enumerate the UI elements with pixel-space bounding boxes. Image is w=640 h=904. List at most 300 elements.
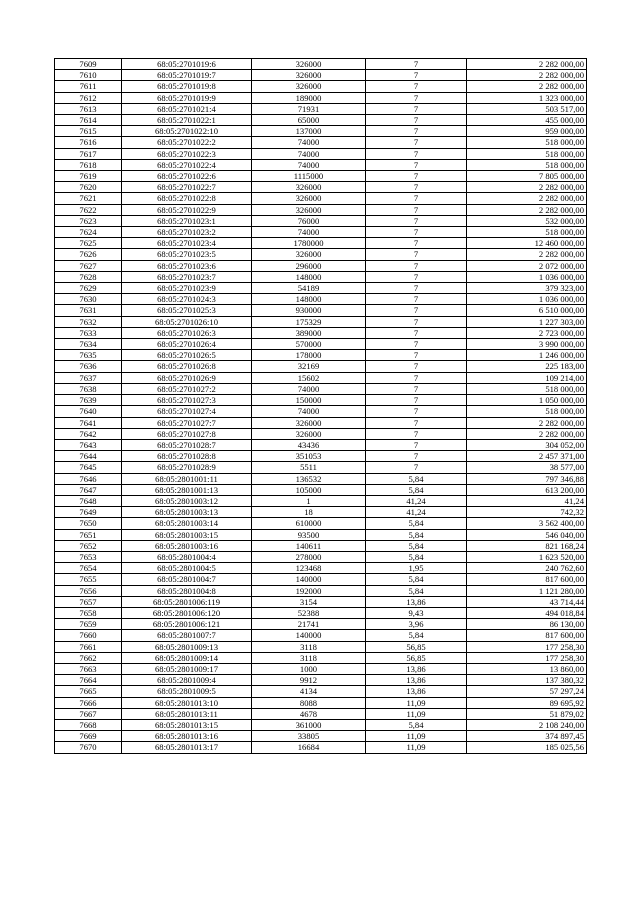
rate-cell: 7 [366, 126, 467, 137]
area-cell: 1115000 [252, 171, 366, 182]
cadastral-number-cell: 68:05:2701019:9 [122, 92, 252, 103]
rate-cell: 5,84 [366, 518, 467, 529]
row-number-cell: 7611 [55, 81, 122, 92]
row-number-cell: 7610 [55, 70, 122, 81]
cadastral-number-cell: 68:05:2801003:12 [122, 495, 252, 506]
table-row [55, 171, 587, 182]
rate-cell: 7 [366, 271, 467, 282]
area-cell: 930000 [252, 305, 366, 316]
value-cell: 89 695,92 [467, 697, 587, 708]
rate-cell: 7 [366, 182, 467, 193]
table-row [55, 708, 587, 719]
row-number-cell: 7661 [55, 641, 122, 652]
value-cell: 41,24 [467, 495, 587, 506]
rate-cell: 7 [366, 103, 467, 114]
area-cell: 74000 [252, 383, 366, 394]
value-cell: 959 000,00 [467, 126, 587, 137]
cadastral-number-cell: 68:05:2701023:5 [122, 249, 252, 260]
area-cell: 326000 [252, 204, 366, 215]
table-row [55, 103, 587, 114]
rate-cell: 7 [366, 115, 467, 126]
cadastral-number-cell: 68:05:2801001:13 [122, 484, 252, 495]
row-number-cell: 7616 [55, 137, 122, 148]
value-cell: 1 227 303,00 [467, 316, 587, 327]
row-number-cell: 7612 [55, 92, 122, 103]
rate-cell: 7 [366, 462, 467, 473]
table-row [55, 439, 587, 450]
row-number-cell: 7663 [55, 663, 122, 674]
cadastral-number-cell: 68:05:2701022:7 [122, 182, 252, 193]
table-row [55, 473, 587, 484]
cadastral-number-cell: 68:05:2701028:8 [122, 451, 252, 462]
table-row [55, 495, 587, 506]
value-cell: 3 990 000,00 [467, 339, 587, 350]
value-cell: 817 600,00 [467, 630, 587, 641]
value-cell: 38 577,00 [467, 462, 587, 473]
table-row [55, 428, 587, 439]
cadastral-number-cell: 68:05:2701022:6 [122, 171, 252, 182]
table-row [55, 383, 587, 394]
cadastral-number-cell: 68:05:2701022:10 [122, 126, 252, 137]
rate-cell: 7 [366, 305, 467, 316]
rate-cell: 7 [366, 159, 467, 170]
row-number-cell: 7621 [55, 193, 122, 204]
table-row [55, 148, 587, 159]
cadastral-number-cell: 68:05:2801004:4 [122, 551, 252, 562]
rate-cell: 7 [366, 92, 467, 103]
row-number-cell: 7636 [55, 361, 122, 372]
row-number-cell: 7644 [55, 451, 122, 462]
row-number-cell: 7658 [55, 607, 122, 618]
table-row [55, 283, 587, 294]
rate-cell: 7 [366, 406, 467, 417]
area-cell: 326000 [252, 182, 366, 193]
table-row [55, 675, 587, 686]
document-page [54, 58, 586, 754]
row-number-cell: 7643 [55, 439, 122, 450]
value-cell: 86 130,00 [467, 619, 587, 630]
rate-cell: 3,96 [366, 619, 467, 630]
row-number-cell: 7609 [55, 59, 122, 70]
row-number-cell: 7615 [55, 126, 122, 137]
cadastral-number-cell: 68:05:2701026:9 [122, 372, 252, 383]
area-cell: 189000 [252, 92, 366, 103]
cadastral-number-cell: 68:05:2801009:14 [122, 652, 252, 663]
table-row [55, 663, 587, 674]
value-cell: 7 805 000,00 [467, 171, 587, 182]
rate-cell: 5,84 [366, 484, 467, 495]
cadastral-number-cell: 68:05:2701023:7 [122, 271, 252, 282]
area-cell: 326000 [252, 417, 366, 428]
row-number-cell: 7668 [55, 719, 122, 730]
table-row [55, 305, 587, 316]
rate-cell: 7 [366, 227, 467, 238]
table-row [55, 227, 587, 238]
rate-cell: 7 [366, 137, 467, 148]
rate-cell: 1,95 [366, 563, 467, 574]
table-row [55, 417, 587, 428]
table-row [55, 652, 587, 663]
rate-cell: 7 [366, 294, 467, 305]
table-row [55, 406, 587, 417]
rate-cell: 7 [366, 148, 467, 159]
row-number-cell: 7657 [55, 596, 122, 607]
area-cell: 16684 [252, 742, 366, 753]
cadastral-value-table [54, 58, 587, 754]
area-cell: 71931 [252, 103, 366, 114]
table-row [55, 361, 587, 372]
value-cell: 137 380,32 [467, 675, 587, 686]
area-cell: 76000 [252, 215, 366, 226]
area-cell: 123468 [252, 563, 366, 574]
table-row [55, 260, 587, 271]
area-cell: 3154 [252, 596, 366, 607]
value-cell: 518 000,00 [467, 137, 587, 148]
cadastral-number-cell: 68:05:2701019:8 [122, 81, 252, 92]
table-row [55, 215, 587, 226]
rate-cell: 7 [366, 451, 467, 462]
table-row [55, 81, 587, 92]
row-number-cell: 7655 [55, 574, 122, 585]
cadastral-number-cell: 68:05:2801004:7 [122, 574, 252, 585]
area-cell: 326000 [252, 249, 366, 260]
cadastral-number-cell: 68:05:2801009:5 [122, 686, 252, 697]
cadastral-number-cell: 68:05:2701025:3 [122, 305, 252, 316]
cadastral-number-cell: 68:05:2801003:13 [122, 507, 252, 518]
area-cell: 296000 [252, 260, 366, 271]
cadastral-number-cell: 68:05:2701026:4 [122, 339, 252, 350]
area-cell: 74000 [252, 148, 366, 159]
value-cell: 518 000,00 [467, 227, 587, 238]
value-cell: 2 072 000,00 [467, 260, 587, 271]
area-cell: 178000 [252, 350, 366, 361]
table-row [55, 551, 587, 562]
value-cell: 374 897,45 [467, 731, 587, 742]
row-number-cell: 7629 [55, 283, 122, 294]
area-cell: 140611 [252, 540, 366, 551]
cadastral-number-cell: 68:05:2801009:13 [122, 641, 252, 652]
value-cell: 1 246 000,00 [467, 350, 587, 361]
cadastral-number-cell: 68:05:2801001:11 [122, 473, 252, 484]
table-row [55, 719, 587, 730]
value-cell: 2 282 000,00 [467, 249, 587, 260]
area-cell: 326000 [252, 81, 366, 92]
table-row [55, 271, 587, 282]
value-cell: 546 040,00 [467, 529, 587, 540]
table-row [55, 529, 587, 540]
cadastral-number-cell: 68:05:2801003:15 [122, 529, 252, 540]
row-number-cell: 7628 [55, 271, 122, 282]
area-cell: 326000 [252, 59, 366, 70]
table-row [55, 507, 587, 518]
cadastral-number-cell: 68:05:2701022:4 [122, 159, 252, 170]
rate-cell: 5,84 [366, 473, 467, 484]
value-cell: 1 121 280,00 [467, 585, 587, 596]
table-row [55, 115, 587, 126]
row-number-cell: 7630 [55, 294, 122, 305]
row-number-cell: 7614 [55, 115, 122, 126]
rate-cell: 7 [366, 215, 467, 226]
value-cell: 2 457 371,00 [467, 451, 587, 462]
table-body [55, 59, 587, 754]
row-number-cell: 7641 [55, 417, 122, 428]
value-cell: 742,32 [467, 507, 587, 518]
area-cell: 326000 [252, 70, 366, 81]
rate-cell: 7 [366, 249, 467, 260]
cadastral-number-cell: 68:05:2701027:8 [122, 428, 252, 439]
area-cell: 140000 [252, 574, 366, 585]
rate-cell: 7 [366, 193, 467, 204]
table-row [55, 574, 587, 585]
rate-cell: 7 [366, 171, 467, 182]
value-cell: 494 018,84 [467, 607, 587, 618]
value-cell: 225 183,00 [467, 361, 587, 372]
table-row [55, 339, 587, 350]
row-number-cell: 7662 [55, 652, 122, 663]
value-cell: 821 168,24 [467, 540, 587, 551]
cadastral-number-cell: 68:05:2801004:5 [122, 563, 252, 574]
rate-cell: 7 [366, 59, 467, 70]
row-number-cell: 7652 [55, 540, 122, 551]
rate-cell: 11,09 [366, 742, 467, 753]
cadastral-number-cell: 68:05:2801004:8 [122, 585, 252, 596]
value-cell: 518 000,00 [467, 148, 587, 159]
area-cell: 175329 [252, 316, 366, 327]
row-number-cell: 7625 [55, 238, 122, 249]
value-cell: 3 562 400,00 [467, 518, 587, 529]
table-row [55, 193, 587, 204]
cadastral-number-cell: 68:05:2701022:1 [122, 115, 252, 126]
table-row [55, 327, 587, 338]
cadastral-number-cell: 68:05:2801006:121 [122, 619, 252, 630]
area-cell: 74000 [252, 227, 366, 238]
rate-cell: 9,43 [366, 607, 467, 618]
area-cell: 33805 [252, 731, 366, 742]
rate-cell: 5,84 [366, 551, 467, 562]
value-cell: 1 036 000,00 [467, 294, 587, 305]
cadastral-number-cell: 68:05:2701022:3 [122, 148, 252, 159]
row-number-cell: 7634 [55, 339, 122, 350]
cadastral-number-cell: 68:05:2801013:17 [122, 742, 252, 753]
area-cell: 1 [252, 495, 366, 506]
value-cell: 2 282 000,00 [467, 417, 587, 428]
table-row [55, 126, 587, 137]
area-cell: 32169 [252, 361, 366, 372]
value-cell: 518 000,00 [467, 383, 587, 394]
rate-cell: 7 [366, 428, 467, 439]
cadastral-number-cell: 68:05:2701019:6 [122, 59, 252, 70]
rate-cell: 11,09 [366, 708, 467, 719]
table-row [55, 484, 587, 495]
value-cell: 2 723 000,00 [467, 327, 587, 338]
rate-cell: 7 [366, 316, 467, 327]
area-cell: 148000 [252, 271, 366, 282]
value-cell: 1 050 000,00 [467, 395, 587, 406]
area-cell: 4134 [252, 686, 366, 697]
table-row [55, 518, 587, 529]
row-number-cell: 7669 [55, 731, 122, 742]
rate-cell: 41,24 [366, 495, 467, 506]
rate-cell: 5,84 [366, 719, 467, 730]
area-cell: 351053 [252, 451, 366, 462]
area-cell: 74000 [252, 159, 366, 170]
row-number-cell: 7642 [55, 428, 122, 439]
table-row [55, 619, 587, 630]
area-cell: 148000 [252, 294, 366, 305]
area-cell: 65000 [252, 115, 366, 126]
value-cell: 12 460 000,00 [467, 238, 587, 249]
value-cell: 2 282 000,00 [467, 193, 587, 204]
cadastral-number-cell: 68:05:2801013:10 [122, 697, 252, 708]
row-number-cell: 7631 [55, 305, 122, 316]
value-cell: 51 879,02 [467, 708, 587, 719]
table-row [55, 238, 587, 249]
value-cell: 2 282 000,00 [467, 81, 587, 92]
rate-cell: 5,84 [366, 574, 467, 585]
cadastral-number-cell: 68:05:2701028:9 [122, 462, 252, 473]
row-number-cell: 7659 [55, 619, 122, 630]
table-row [55, 92, 587, 103]
cadastral-number-cell: 68:05:2701027:4 [122, 406, 252, 417]
area-cell: 150000 [252, 395, 366, 406]
area-cell: 21741 [252, 619, 366, 630]
row-number-cell: 7656 [55, 585, 122, 596]
row-number-cell: 7665 [55, 686, 122, 697]
value-cell: 2 282 000,00 [467, 428, 587, 439]
row-number-cell: 7632 [55, 316, 122, 327]
table-row [55, 182, 587, 193]
value-cell: 1 036 000,00 [467, 271, 587, 282]
rate-cell: 7 [366, 372, 467, 383]
cadastral-number-cell: 68:05:2701027:3 [122, 395, 252, 406]
value-cell: 518 000,00 [467, 406, 587, 417]
cadastral-number-cell: 68:05:2701022:8 [122, 193, 252, 204]
row-number-cell: 7654 [55, 563, 122, 574]
row-number-cell: 7617 [55, 148, 122, 159]
cadastral-number-cell: 68:05:2701021:4 [122, 103, 252, 114]
value-cell: 304 052,00 [467, 439, 587, 450]
value-cell: 57 297,24 [467, 686, 587, 697]
row-number-cell: 7624 [55, 227, 122, 238]
row-number-cell: 7637 [55, 372, 122, 383]
area-cell: 326000 [252, 428, 366, 439]
value-cell: 2 282 000,00 [467, 204, 587, 215]
row-number-cell: 7664 [55, 675, 122, 686]
rate-cell: 13,86 [366, 596, 467, 607]
cadastral-number-cell: 68:05:2701023:2 [122, 227, 252, 238]
value-cell: 455 000,00 [467, 115, 587, 126]
table-row [55, 451, 587, 462]
row-number-cell: 7650 [55, 518, 122, 529]
row-number-cell: 7667 [55, 708, 122, 719]
area-cell: 610000 [252, 518, 366, 529]
table-row [55, 294, 587, 305]
value-cell: 13 860,00 [467, 663, 587, 674]
rate-cell: 7 [366, 70, 467, 81]
cadastral-number-cell: 68:05:2801013:11 [122, 708, 252, 719]
rate-cell: 7 [366, 339, 467, 350]
cadastral-number-cell: 68:05:2801006:119 [122, 596, 252, 607]
table-row [55, 395, 587, 406]
rate-cell: 5,84 [366, 540, 467, 551]
value-cell: 240 762,60 [467, 563, 587, 574]
row-number-cell: 7638 [55, 383, 122, 394]
row-number-cell: 7639 [55, 395, 122, 406]
table-row [55, 350, 587, 361]
area-cell: 5511 [252, 462, 366, 473]
table-row [55, 742, 587, 753]
table-row [55, 204, 587, 215]
table-row [55, 249, 587, 260]
table-row [55, 731, 587, 742]
value-cell: 2 282 000,00 [467, 70, 587, 81]
row-number-cell: 7670 [55, 742, 122, 753]
value-cell: 2 108 240,00 [467, 719, 587, 730]
cadastral-number-cell: 68:05:2701023:4 [122, 238, 252, 249]
area-cell: 43436 [252, 439, 366, 450]
area-cell: 18 [252, 507, 366, 518]
value-cell: 613 200,00 [467, 484, 587, 495]
table-row [55, 462, 587, 473]
value-cell: 185 025,56 [467, 742, 587, 753]
row-number-cell: 7640 [55, 406, 122, 417]
rate-cell: 5,84 [366, 529, 467, 540]
table-row [55, 59, 587, 70]
cadastral-number-cell: 68:05:2701026:3 [122, 327, 252, 338]
cadastral-number-cell: 68:05:2701027:7 [122, 417, 252, 428]
area-cell: 3118 [252, 641, 366, 652]
value-cell: 1 323 000,00 [467, 92, 587, 103]
rate-cell: 11,09 [366, 697, 467, 708]
cadastral-number-cell: 68:05:2801003:14 [122, 518, 252, 529]
area-cell: 3118 [252, 652, 366, 663]
rate-cell: 7 [366, 350, 467, 361]
rate-cell: 7 [366, 383, 467, 394]
area-cell: 105000 [252, 484, 366, 495]
rate-cell: 13,86 [366, 675, 467, 686]
cadastral-number-cell: 68:05:2701023:6 [122, 260, 252, 271]
row-number-cell: 7653 [55, 551, 122, 562]
cadastral-number-cell: 68:05:2701027:2 [122, 383, 252, 394]
rate-cell: 13,86 [366, 686, 467, 697]
rate-cell: 7 [366, 283, 467, 294]
area-cell: 136532 [252, 473, 366, 484]
table-row [55, 596, 587, 607]
cadastral-number-cell: 68:05:2701028:7 [122, 439, 252, 450]
area-cell: 9912 [252, 675, 366, 686]
rate-cell: 7 [366, 204, 467, 215]
cadastral-number-cell: 68:05:2701023:9 [122, 283, 252, 294]
rate-cell: 7 [366, 327, 467, 338]
area-cell: 74000 [252, 137, 366, 148]
value-cell: 1 623 520,00 [467, 551, 587, 562]
row-number-cell: 7647 [55, 484, 122, 495]
value-cell: 379 323,00 [467, 283, 587, 294]
row-number-cell: 7648 [55, 495, 122, 506]
rate-cell: 41,24 [366, 507, 467, 518]
rate-cell: 7 [366, 260, 467, 271]
area-cell: 361000 [252, 719, 366, 730]
table-row [55, 641, 587, 652]
table-row [55, 697, 587, 708]
area-cell: 15602 [252, 372, 366, 383]
area-cell: 570000 [252, 339, 366, 350]
cadastral-number-cell: 68:05:2701026:10 [122, 316, 252, 327]
row-number-cell: 7623 [55, 215, 122, 226]
value-cell: 109 214,00 [467, 372, 587, 383]
value-cell: 503 517,00 [467, 103, 587, 114]
table-row [55, 607, 587, 618]
